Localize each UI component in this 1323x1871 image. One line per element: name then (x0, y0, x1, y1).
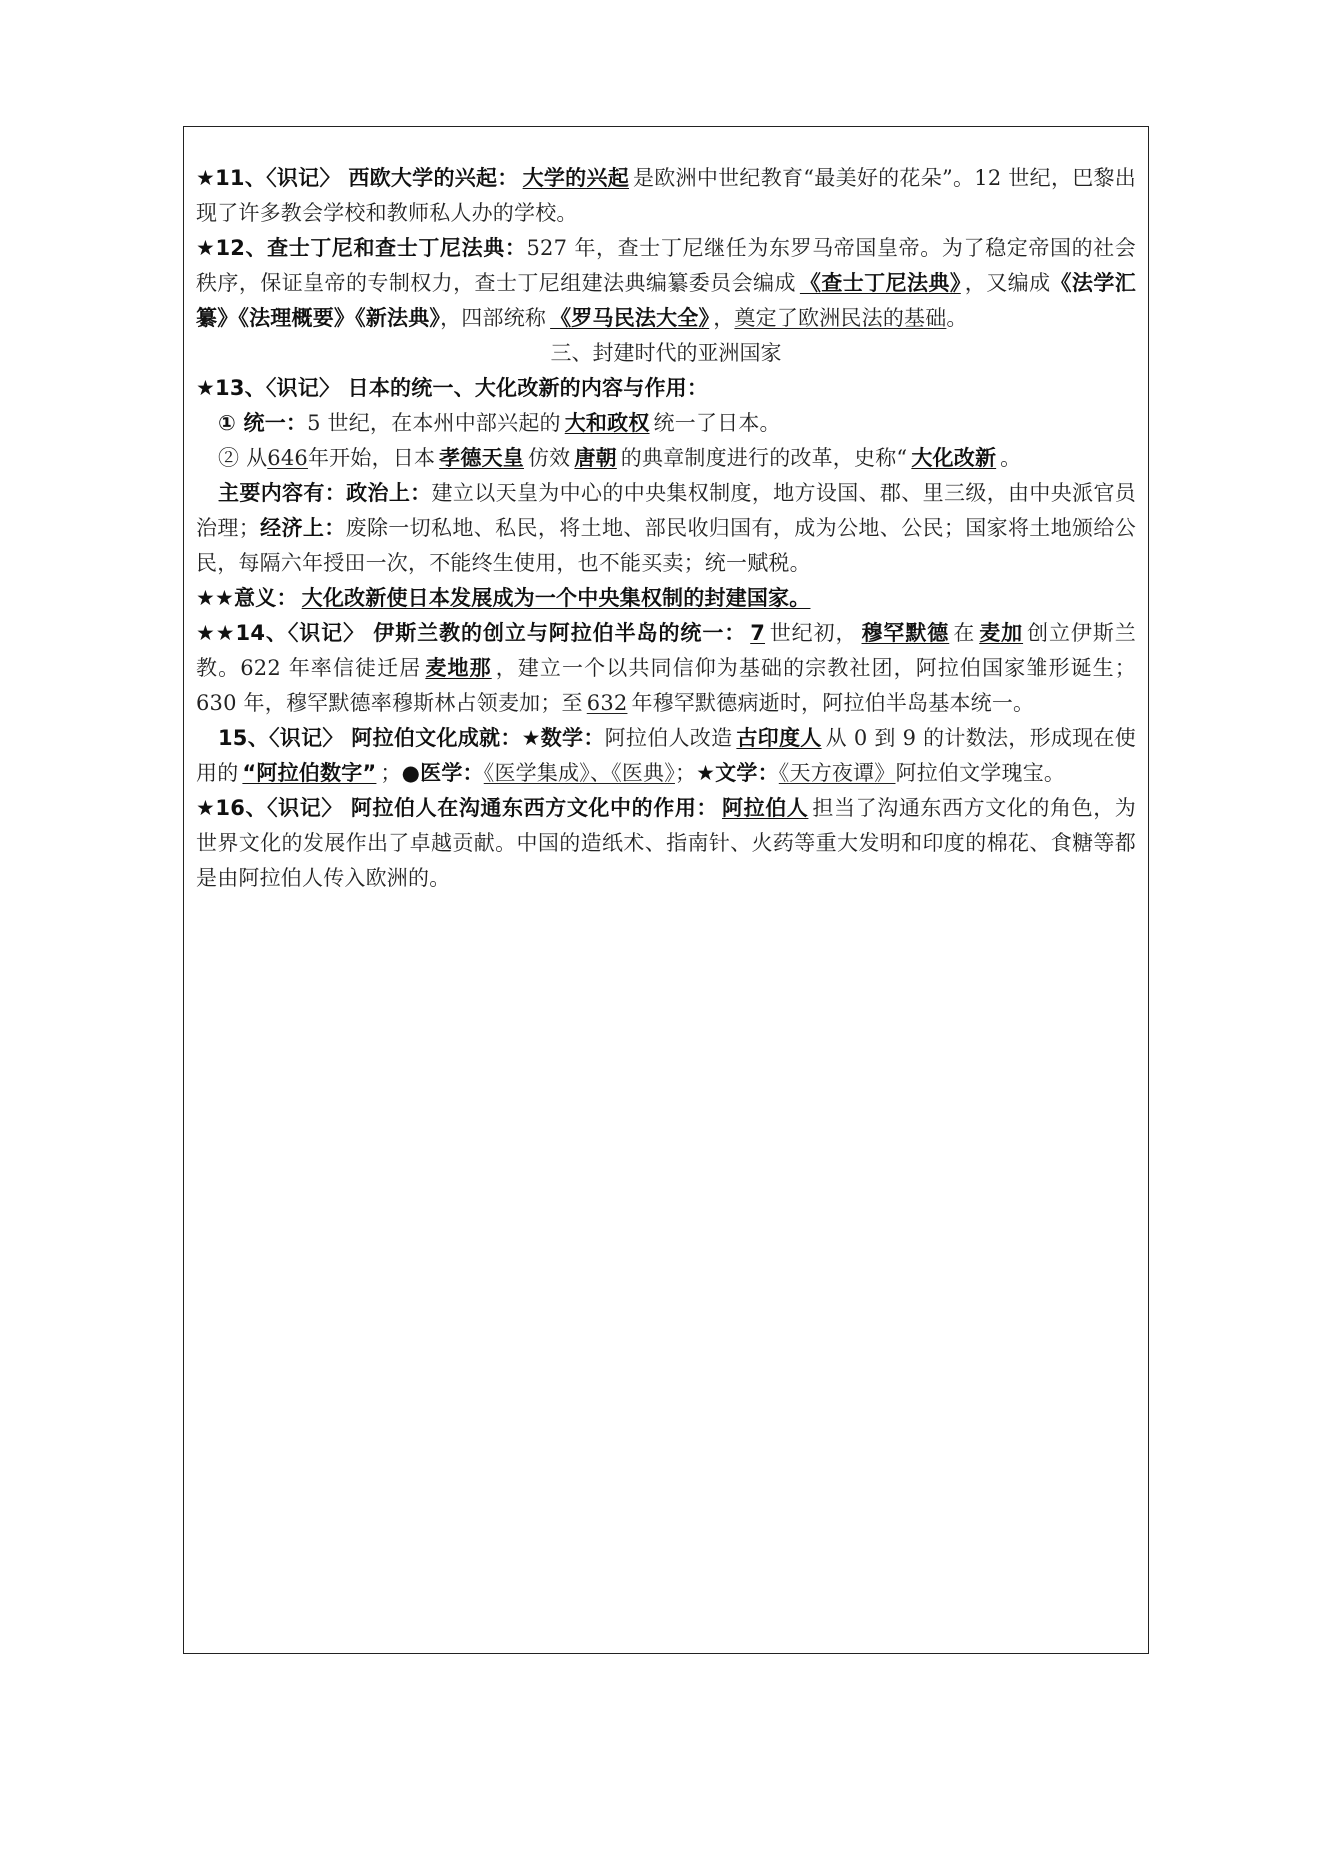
item-14-text: ，建立一个以共同信仰为基础的宗教社团，阿拉伯国家雏形诞生；630 年，穆罕默德率穆斯林占领麦加；至 (196, 656, 1136, 715)
answer-blank: 632 (586, 691, 628, 715)
answer-blank: 麦加 (979, 621, 1024, 645)
answer-blank: 麦地那 (425, 656, 492, 680)
answer-blank: 唐朝 (574, 446, 617, 470)
section-title: 三、封建时代的亚洲国家 (550, 341, 782, 365)
paragraph-13-meaning (196, 581, 1136, 616)
item-15-text: 阿拉伯文学瑰宝。 (895, 761, 1066, 785)
item-12-text: ，四部统称 (440, 306, 547, 330)
paragraph-12 (196, 231, 1136, 336)
paragraph-16 (196, 791, 1136, 896)
paragraph-14 (196, 616, 1136, 721)
answer-blank: 大学的兴起 (522, 166, 630, 190)
item-14-text: 创立伊斯兰教。622 年率信徒迁居 (196, 621, 1137, 680)
answer-blank: 穆罕默德 (861, 621, 950, 645)
medicine-books: 《医学集成》、《医典》 (483, 761, 675, 785)
item-11-text: 是欧洲中世纪教育“最美好的花朵”。12 世纪，巴黎出现了许多教会学校和教师私人办的学校。 (196, 166, 1136, 225)
underlined-text: 奠定了欧洲民法的基础 (734, 306, 947, 330)
item-13-text: 仿效 (527, 446, 571, 470)
item-16-heading: ★16、〈识记〉 阿拉伯人在沟通东西方文化中的作用： (196, 796, 719, 820)
politics-text: 建立以天皇为中心的中央集权制度，地方设国、郡、里三级，由中央派官员治理； (196, 481, 1137, 540)
math-label: ★数学： (521, 726, 605, 750)
politics-label: 政治上： (346, 481, 432, 505)
item-11-heading: ★11、〈识记〉 西欧大学的兴起： (196, 166, 519, 190)
item-15-heading: 15、〈识记〉 阿拉伯文化成就： (218, 726, 522, 750)
book-title: 《新法典》 (355, 306, 441, 330)
paragraph-13-line-1 (196, 406, 1136, 441)
item-12-text: ， (713, 306, 735, 330)
paragraph-13-line-2 (196, 441, 1136, 476)
item-14-text: 世纪初， (769, 621, 858, 645)
item-12-text: 527 年，查士丁尼继任为东罗马帝国皇帝。为了稳定帝国的社会秩序，保证皇帝的专制权力，查士丁尼组建法典编纂委员会编成 (196, 236, 1136, 295)
item-12-text: 。 (946, 306, 968, 330)
item-14-text: 在 (953, 621, 976, 645)
economy-text: 废除一切私地、私民，将土地、部民收归国有，成为公地、公民；国家将土地颁给公民，每隔六年授田一次，不能终生使用，也不能买卖；统一赋税。 (196, 516, 1136, 575)
item-16-text: 担当了沟通东西方文化的角色，为世界文化的发展作出了卓越贡献。中国的造纸术、指南针、火药等重大发明和印度的棉花、食糖等都是由阿拉伯人传入欧洲的。 (196, 796, 1136, 890)
book-title: 《法理概要》 (238, 306, 356, 330)
economy-label: 经济上： (259, 516, 346, 540)
year-blank: 646 (267, 446, 308, 470)
meaning-label: ★★意义： (196, 586, 298, 610)
item-15-text: 从 0 到 9 的计数法，形成现在使用的 (196, 726, 1136, 785)
literature-book: 《天方夜谭》 (778, 761, 896, 785)
item-14-text: 年穆罕默德病逝时，阿拉伯半岛基本统一。 (631, 691, 1035, 715)
notes-box (183, 126, 1149, 1654)
content-label: 主要内容有： (218, 481, 347, 505)
answer-blank: 《罗马民法大全》 (550, 306, 710, 330)
item-13-text: 年开始，日本 (307, 446, 436, 470)
meaning-text: 大化改新使日本发展成为一个中央集权制的封建国家。 (301, 586, 811, 610)
answer-blank: 古印度人 (736, 726, 822, 750)
paragraph-13-heading (196, 371, 1136, 406)
paragraph-11 (196, 161, 1136, 231)
paragraph-13-content (196, 476, 1136, 581)
answer-blank: 大和政权 (564, 411, 650, 435)
item-15-text: ； (380, 761, 402, 785)
answer-blank: “阿拉伯数字” (242, 761, 377, 785)
item-12-text: ，又编成 (964, 271, 1051, 295)
medicine-label: ●医学： (401, 761, 484, 785)
item-15-text: ； (674, 761, 697, 785)
answer-blank: 7 (750, 621, 766, 645)
item-12-heading: ★12、查士丁尼和查士丁尼法典： (196, 236, 527, 260)
answer-blank: 孝德天皇 (439, 446, 524, 470)
item-15-text: 阿拉伯人改造 (604, 726, 733, 750)
unification-label: ① 统一： (218, 411, 308, 435)
item-13-text: 的典章制度进行的改革，史称“ (620, 446, 908, 470)
item-14-heading: ★★14、〈识记〉 伊斯兰教的创立与阿拉伯半岛的统一： (196, 621, 747, 645)
answer-blank: 大化改新 (911, 446, 997, 470)
book-title: 《法学汇纂》 (196, 271, 1136, 330)
paragraph-15 (196, 721, 1136, 791)
item-13-heading: ★13、〈识记〉 日本的统一、大化改新的内容与作用： (196, 376, 709, 400)
item-13-text: 。 (1000, 446, 1022, 470)
item-13-text: ② 从 (218, 446, 268, 470)
item-13-text: 统一了日本。 (653, 411, 781, 435)
literature-label: ★文学： (696, 761, 779, 785)
answer-blank: 阿拉伯人 (722, 796, 809, 820)
item-13-text: 5 世纪，在本州中部兴起的 (307, 411, 561, 435)
answer-blank: 《查士丁尼法典》 (799, 271, 961, 295)
